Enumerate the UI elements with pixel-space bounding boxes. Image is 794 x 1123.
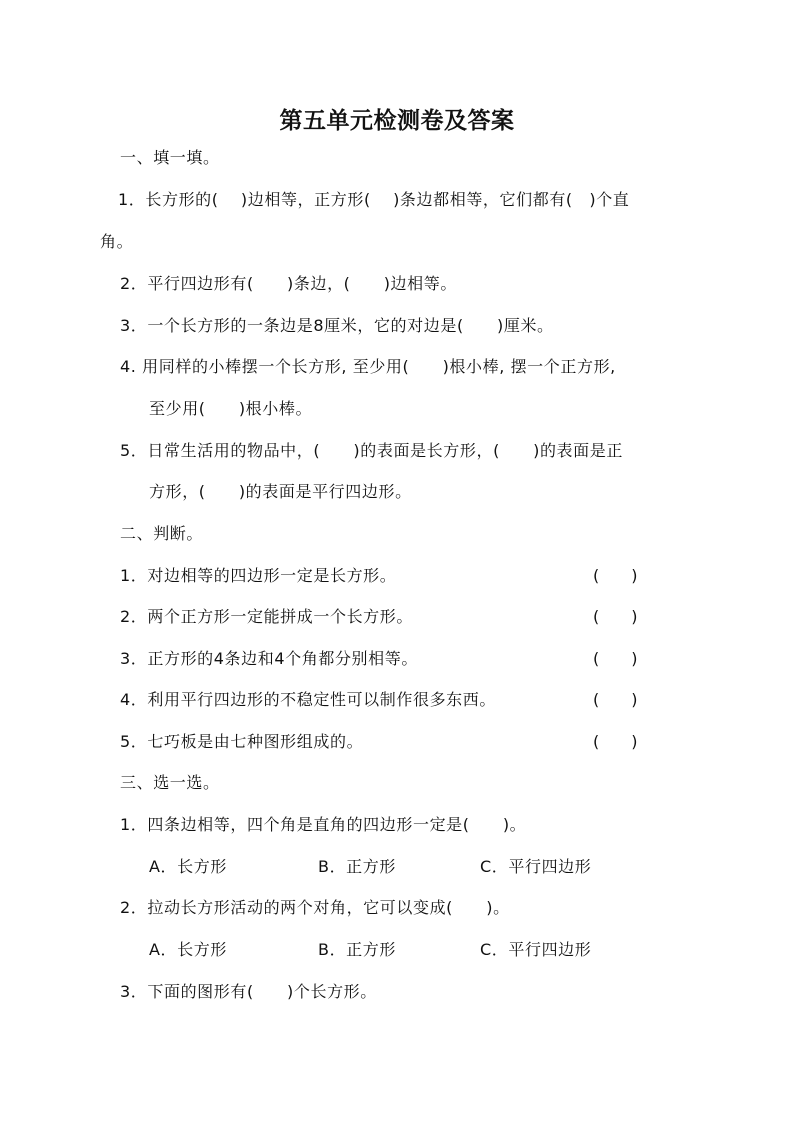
choose-question-2: 2．拉动长方形活动的两个对角，它可以变成( )。: [120, 898, 510, 917]
fill-question-4-line-1: 4. 用同样的小棒摆一个长方形, 至少用( )根小棒, 摆一个正方形,: [120, 357, 616, 376]
choose-option-b: B．正方形: [318, 857, 396, 876]
judge-item-text: 4．利用平行四边形的不稳定性可以制作很多东西。: [120, 690, 496, 709]
section-heading-judge: 二、判断。: [120, 524, 204, 543]
judge-item-blank: ( ): [593, 732, 638, 751]
fill-question-5-line-2: 方形，( )的表面是平行四边形。: [149, 482, 412, 501]
fill-question-5-line-1: 5．日常生活用的物品中，( )的表面是长方形，( )的表面是正: [120, 441, 623, 460]
section-heading-fill: 一、填一填。: [120, 148, 220, 167]
choose-option-c: C．平行四边形: [480, 857, 592, 876]
judge-item-blank: ( ): [593, 690, 638, 709]
judge-item-text: 5．七巧板是由七种图形组成的。: [120, 732, 364, 751]
page-title: 第五单元检测卷及答案: [279, 108, 515, 134]
fill-question-2: 2．平行四边形有( )条边，( )边相等。: [120, 274, 457, 293]
judge-item-blank: ( ): [593, 649, 638, 668]
fill-question-3: 3．一个长方形的一条边是8厘米，它的对边是( )厘米。: [120, 316, 554, 335]
choose-option-c: C．平行四边形: [480, 940, 592, 959]
fill-question-1-line-1: 1．长方形的( )边相等，正方形( )条边都相等，它们都有( )个直: [118, 190, 630, 209]
fill-question-1-line-2: 角。: [100, 232, 134, 251]
choose-option-a: A．长方形: [149, 940, 227, 959]
judge-item-text: 1．对边相等的四边形一定是长方形。: [120, 566, 397, 585]
judge-item-text: 3．正方形的4条边和4个角都分别相等。: [120, 649, 418, 668]
fill-question-4-line-2: 至少用( )根小棒。: [149, 399, 313, 418]
choose-question-1: 1．四条边相等，四个角是直角的四边形一定是( )。: [120, 815, 527, 834]
choose-option-a: A．长方形: [149, 857, 227, 876]
judge-item-blank: ( ): [593, 607, 638, 626]
choose-option-b: B．正方形: [318, 940, 396, 959]
judge-item-text: 2．两个正方形一定能拼成一个长方形。: [120, 607, 413, 626]
choose-question-3: 3．下面的图形有( )个长方形。: [120, 982, 377, 1001]
section-heading-choose: 三、选一选。: [120, 773, 220, 792]
judge-item-blank: ( ): [593, 566, 638, 585]
